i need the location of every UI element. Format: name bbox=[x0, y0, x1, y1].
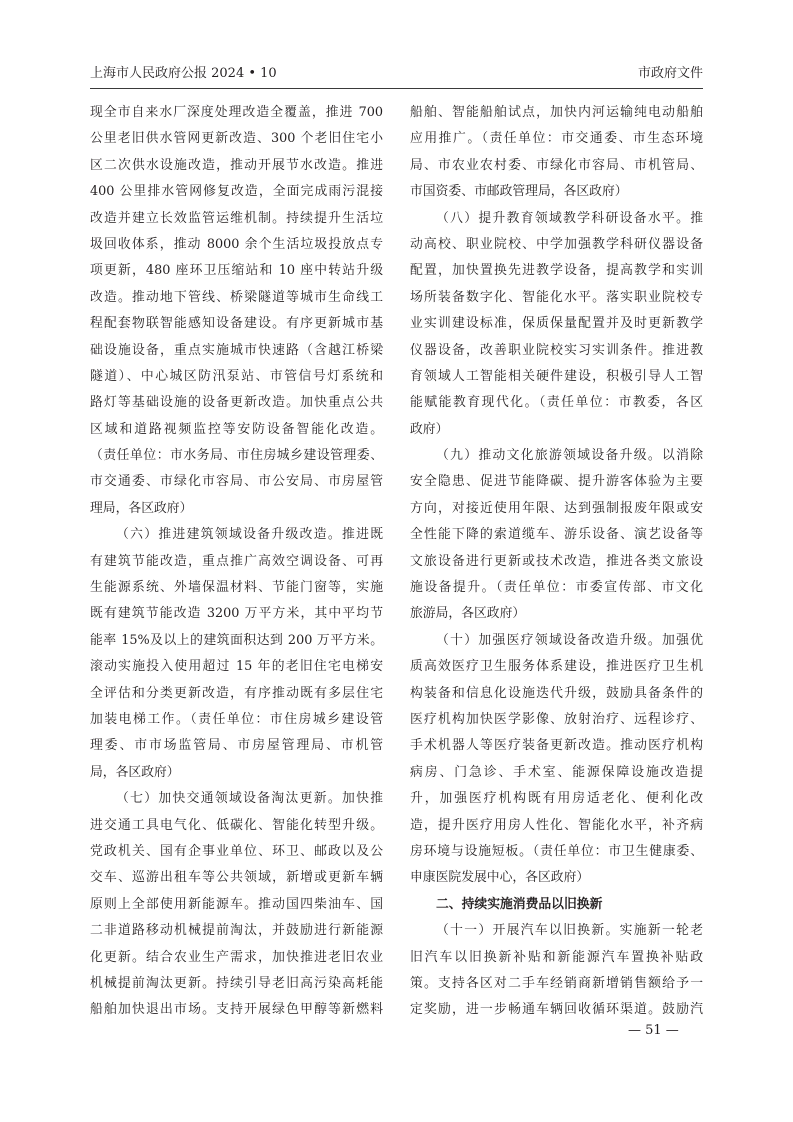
text-line bbox=[410, 443, 703, 469]
text-line: 局，各区政府） bbox=[90, 764, 180, 780]
text-line: 能率 15%及以上的建筑面积达到 200 万平方米。 bbox=[90, 632, 383, 648]
text-line: 策。支持各区对二手车经销商新增销售额给予一 bbox=[410, 975, 703, 991]
publication-title: 上海市人民政府公报 2024 • 10 bbox=[90, 66, 277, 81]
paragraph bbox=[90, 522, 383, 786]
subheading: （七）加快交通领域设备淘汰更新。 bbox=[116, 791, 342, 807]
text-line: 业实训建设标准，保质保量配置并及时更新教学 bbox=[410, 316, 703, 332]
subheading: （十一）开展汽车以旧换新。 bbox=[436, 923, 620, 939]
page-number: — 51 — bbox=[628, 1023, 679, 1038]
text-line: 升，加强医疗机构既有用房适老化、便利化改 bbox=[410, 791, 703, 807]
text-line: 项更新，480 座环卫压缩站和 10 座中转站升级 bbox=[90, 263, 383, 279]
text-line: 市交通委、市绿化市容局、市公安局、市房屋管 bbox=[90, 474, 383, 490]
text-line: 区二次供水设施改造，推动开展节水改造。推进 bbox=[90, 157, 383, 173]
line-text: 推 bbox=[690, 210, 703, 226]
paragraph bbox=[410, 918, 703, 1024]
text-line: 病房、门急诊、手术室、能源保障设施改造提 bbox=[410, 764, 703, 780]
text-line: 局、市农业农村委、市绿化市容局、市机管局、 bbox=[410, 157, 703, 173]
text-line: 全评估和分类更新改造，有序推动既有多层住宅 bbox=[90, 685, 383, 701]
text-line: 现全市自来水厂深度处理改造全覆盖，推进 700 bbox=[90, 105, 383, 120]
text-line bbox=[410, 628, 703, 654]
text-line: 医疗机构加快医学影像、放射治疗、远程诊疗、 bbox=[410, 711, 703, 727]
text-line: 隧道）、中心城区防汛泵站、市管信号灯系统和 bbox=[90, 368, 383, 384]
text-line bbox=[90, 522, 383, 548]
text-line: 文旅设备进行更新或技术改造，推进各类文旅设 bbox=[410, 553, 703, 569]
section-title: 市政府文件 bbox=[637, 66, 703, 81]
text-line: 构装备和信息化设施迭代升级，鼓励具备条件的 bbox=[410, 685, 703, 701]
text-line: 公里老旧供水管网更新改造、300 个老旧住宅小 bbox=[90, 131, 383, 147]
subheading: （六）推进建筑领域设备升级改造。 bbox=[116, 527, 342, 543]
paragraph bbox=[90, 100, 383, 522]
text-line: 定奖励，进一步畅通车辆回收循环渠道。鼓励汽 bbox=[410, 1002, 703, 1018]
text-line: 造，提升医疗用房人性化、智能化水平，补齐病 bbox=[410, 817, 703, 833]
text-line bbox=[410, 206, 703, 232]
text-line: 配置，加快置换先进教学设备，提高教学和实训 bbox=[410, 263, 703, 279]
text-line: 有建筑节能改造，重点推广高效空调设备、可再 bbox=[90, 553, 383, 569]
section-heading: 二、持续实施消费品以旧换新 bbox=[436, 896, 603, 912]
text-line: 应用推广。（责任单位：市交通委、市生态环境 bbox=[410, 131, 703, 147]
text-line: 旅游局，各区政府） bbox=[410, 606, 526, 622]
text-line: 进交通工具电气化、低碳化、智能化转型升级。 bbox=[90, 817, 383, 833]
text-line: 滚动实施投入使用超过 15 年的老旧住宅电梯安 bbox=[90, 659, 383, 675]
text-line: 改造。推动地下管线、桥梁隧道等城市生命线工 bbox=[90, 289, 383, 305]
paragraph bbox=[410, 628, 703, 892]
text-line: 动高校、职业院校、中学加强教学科研仪器设备 bbox=[410, 236, 703, 252]
line-text: 以消除 bbox=[661, 448, 703, 464]
text-line: 400 公里排水管网修复改造，全面完成雨污混接 bbox=[90, 184, 383, 200]
text-line: （责任单位：市水务局、市住房城乡建设管理委、 bbox=[90, 448, 383, 464]
text-line: 能赋能教育现代化。（责任单位：市教委，各区 bbox=[410, 395, 703, 411]
text-line: 路灯等基础设施的设备更新改造。加快重点公共 bbox=[90, 395, 383, 411]
text-line: 加装电梯工作。（责任单位：市住房城乡建设管 bbox=[90, 711, 383, 727]
text-line: 船舶加快退出市场。支持开展绿色甲醇等新燃料 bbox=[90, 1002, 383, 1018]
text-line: 础设施设备，重点实施城市快速路（含越江桥梁 bbox=[90, 342, 383, 358]
paragraph bbox=[410, 206, 703, 444]
text-line: 化更新。结合农业生产需求，加快推进老旧农业 bbox=[90, 949, 383, 965]
text-line: 二非道路移动机械提前淘汰，并鼓励进行新能源 bbox=[90, 923, 383, 939]
text-line bbox=[410, 918, 703, 944]
paragraph bbox=[410, 100, 703, 206]
text-line: 交车、巡游出租车等公共领域，新增或更新车辆 bbox=[90, 870, 383, 886]
text-line: 船舶、智能船舶试点，加快内河运输纯电动船舶 bbox=[410, 105, 703, 120]
line-text: 加强优 bbox=[661, 632, 703, 648]
text-line: 改造并建立长效监管运维机制。持续提升生活垃 bbox=[90, 210, 383, 226]
text-line: 理委、市市场监管局、市房屋管理局、市机管 bbox=[90, 738, 383, 754]
text-line: 机械提前淘汰更新。持续引导老旧高污染高耗能 bbox=[90, 975, 383, 991]
text-line: 申康医院发展中心，各区政府） bbox=[410, 870, 590, 886]
paragraph bbox=[410, 443, 703, 628]
text-line: 生能源系统、外墙保温材料、节能门窗等，实施 bbox=[90, 580, 383, 596]
text-line: 党政机关、国有企事业单位、环卫、邮政以及公 bbox=[90, 843, 383, 859]
text-line: 全性能下降的索道缆车、游乐设备、演艺设备等 bbox=[410, 527, 703, 543]
text-line: 既有建筑节能改造 3200 万平方米，其中平均节 bbox=[90, 606, 383, 622]
text-line: 质高效医疗卫生服务体系建设，推进医疗卫生机 bbox=[410, 659, 703, 675]
left-column bbox=[90, 100, 383, 1024]
text-line: 市国资委、市邮政管理局，各区政府） bbox=[410, 184, 628, 200]
subheading: （八）提升教育领域教学科研设备水平。 bbox=[436, 210, 691, 226]
text-line: 圾回收体系，推动 8000 余个生活垃圾投放点专 bbox=[90, 236, 383, 252]
line-text: 实施新一轮老 bbox=[619, 923, 703, 939]
text-line: 程配套物联智能感知设备建设。有序更新城市基 bbox=[90, 316, 383, 332]
text-line bbox=[90, 786, 383, 812]
text-line: 房环境与设施短板。（责任单位：市卫生健康委、 bbox=[410, 843, 703, 859]
text-line: 政府） bbox=[410, 421, 449, 437]
text-line: 育领域人工智能相关硬件建设，积极引导人工智 bbox=[410, 368, 703, 384]
text-line: 仪器设备，改善职业院校实习实训条件。推进教 bbox=[410, 342, 703, 358]
text-line: 区域和道路视频监控等安防设备智能化改造。 bbox=[90, 421, 383, 437]
line-text: 加快推 bbox=[341, 791, 383, 807]
text-line: 场所装备数字化、智能化水平。落实职业院校专 bbox=[410, 289, 703, 305]
right-column bbox=[410, 100, 703, 1024]
text-line: 手术机器人等医疗装备更新改造。推动医疗机构 bbox=[410, 738, 703, 754]
text-line: 施设备提升。（责任单位：市委宣传部、市文化 bbox=[410, 580, 703, 596]
header-rule bbox=[90, 88, 703, 89]
paragraph bbox=[90, 786, 383, 1024]
text-line: 旧汽车以旧换新补贴和新能源汽车置换补贴政 bbox=[410, 949, 703, 965]
line-text: 推进既 bbox=[341, 527, 383, 543]
text-line: 理局，各区政府） bbox=[90, 500, 193, 516]
section-block bbox=[410, 892, 703, 918]
text-line: 方向，对接近使用年限、达到强制报废年限或安 bbox=[410, 500, 703, 516]
text-line: 原则上全部使用新能源车。推动国四柴油车、国 bbox=[90, 896, 383, 912]
subheading: （十）加强医疗领域设备改造升级。 bbox=[436, 632, 662, 648]
subheading: （九）推动文化旅游领域设备升级。 bbox=[436, 448, 662, 464]
text-line: 安全隐患、促进节能降碳、提升游客体验为主要 bbox=[410, 474, 703, 490]
